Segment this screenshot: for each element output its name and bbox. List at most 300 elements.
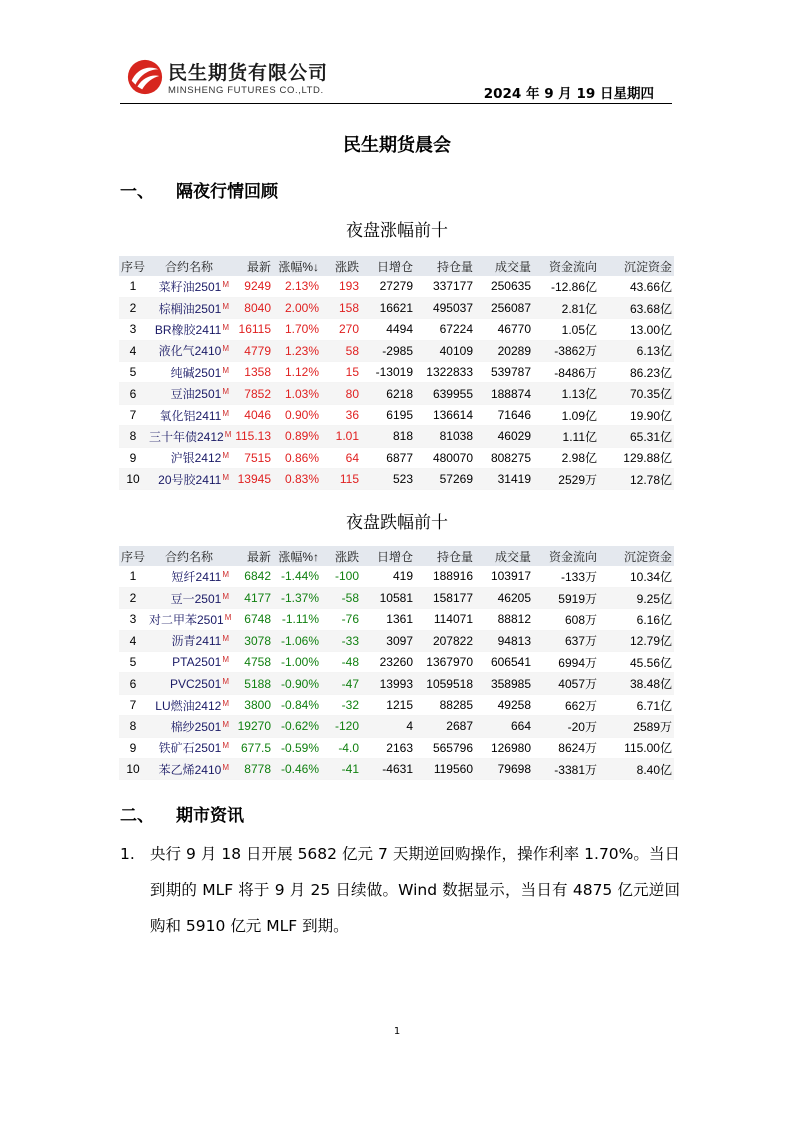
cell-text: 1215: [386, 698, 413, 713]
table-row: [119, 362, 674, 383]
section-title: 隔夜行情回顾: [176, 182, 278, 202]
cell-contract: [147, 716, 231, 737]
column-header-settled-funds: 沉淀资金: [599, 256, 674, 276]
cell-text: 10: [126, 472, 140, 487]
cell-pct: [273, 276, 321, 297]
cell-text: -100: [334, 569, 359, 584]
cell-text: 88812: [497, 612, 531, 627]
cell-text: 13993: [379, 676, 413, 691]
column-header-seq: 序号: [119, 256, 147, 276]
cell-contract: [147, 469, 231, 490]
cell-text: 6195: [386, 408, 413, 423]
cell-text: 9249: [244, 279, 271, 294]
column-header-pct: 涨幅%↑: [273, 546, 321, 566]
cell-volume: [475, 587, 533, 608]
cell-settled-funds: [599, 404, 674, 425]
cell-text: -58: [341, 591, 359, 606]
main-contract-marker: M: [222, 322, 229, 332]
cell-oi-change: [361, 404, 415, 425]
column-header-pct: 涨幅%↓: [273, 256, 321, 276]
column-header-open-interest: 持仓量: [415, 546, 475, 566]
cell-volume: [475, 673, 533, 694]
cell-pct: [273, 759, 321, 780]
column-header-contract: 合约名称: [147, 546, 231, 566]
cell-pct: [273, 297, 321, 318]
cell-text: -0.46%: [280, 762, 319, 777]
cell-oi-change: [361, 652, 415, 673]
cell-oi-change: [361, 319, 415, 340]
cell-open-interest: [415, 716, 475, 737]
cell-oi-change: [361, 673, 415, 694]
column-header-open-interest: 持仓量: [415, 256, 475, 276]
cell-text: 7: [129, 698, 137, 713]
cell-change: [321, 673, 361, 694]
cell-text: 480070: [432, 450, 473, 465]
cell-text: 5: [129, 365, 137, 380]
cell-text: PTA2501: [172, 655, 222, 670]
cell-text: 8: [129, 719, 137, 734]
cell-volume: [475, 652, 533, 673]
cell-pct: [273, 319, 321, 340]
cell-text: 2529万: [558, 472, 597, 487]
cell-text: 短纤2411: [171, 569, 222, 584]
cell-seq: [119, 362, 147, 383]
cell-settled-funds: [599, 630, 674, 651]
cell-seq: [119, 383, 147, 404]
table-row: [119, 276, 674, 297]
cell-fund-flow: [533, 319, 599, 340]
cell-volume: [475, 426, 533, 447]
cell-text: 23260: [379, 655, 413, 670]
cell-text: 12.79亿: [629, 634, 672, 649]
cell-pct: [273, 609, 321, 630]
cell-text: 豆油2501: [170, 387, 222, 402]
cell-text: -12.86亿: [550, 279, 597, 294]
cell-change: [321, 609, 361, 630]
cell-pct: [273, 340, 321, 361]
cell-text: 4057万: [558, 677, 597, 692]
cell-text: 3: [129, 322, 137, 337]
cell-last: [231, 587, 273, 608]
column-header-contract: 合约名称: [147, 256, 231, 276]
main-contract-marker: M: [222, 344, 229, 354]
cell-text: 2163: [386, 740, 413, 755]
main-contract-marker: M: [222, 719, 229, 729]
column-header-volume: 成交量: [475, 546, 533, 566]
main-contract-marker: M: [222, 698, 229, 708]
cell-settled-funds: [599, 652, 674, 673]
cell-text: 256087: [490, 301, 531, 316]
cell-text: 10: [126, 762, 140, 777]
cell-pct: [273, 737, 321, 758]
cell-volume: [475, 716, 533, 737]
cell-open-interest: [415, 362, 475, 383]
cell-text: 64: [345, 450, 359, 465]
cell-text: -3381万: [554, 762, 597, 777]
cell-change: [321, 340, 361, 361]
cell-text: -1.06%: [280, 633, 319, 648]
cell-text: 1322833: [426, 365, 473, 380]
cell-settled-funds: [599, 609, 674, 630]
cell-text: 808275: [490, 450, 531, 465]
cell-text: 0.86%: [284, 450, 319, 465]
main-contract-marker: M: [222, 408, 229, 418]
cell-text: 250635: [490, 279, 531, 294]
cell-text: 1.01: [335, 429, 359, 444]
cell-open-interest: [415, 737, 475, 758]
column-header-oi-change: 日增仓: [361, 256, 415, 276]
cell-text: 67224: [439, 322, 473, 337]
cell-volume: [475, 340, 533, 361]
cell-text: 棕榈油2501: [158, 301, 222, 316]
cell-text: -48: [341, 655, 359, 670]
cell-change: [321, 630, 361, 651]
cell-oi-change: [361, 276, 415, 297]
cell-last: [231, 276, 273, 297]
cell-text: 4: [406, 719, 413, 734]
page-header: [120, 52, 672, 104]
cell-text: 86.23亿: [629, 365, 672, 380]
cell-text: 3800: [244, 698, 271, 713]
cell-text: 539787: [490, 365, 531, 380]
main-contract-marker: M: [224, 612, 232, 622]
cell-text: 5: [129, 655, 137, 670]
cell-settled-funds: [599, 447, 674, 468]
cell-text: 1: [129, 279, 137, 294]
cell-text: 7515: [244, 450, 271, 465]
main-contract-marker: M: [222, 676, 229, 686]
cell-text: 495037: [432, 301, 473, 316]
cell-oi-change: [361, 297, 415, 318]
cell-text: 606541: [490, 655, 531, 670]
cell-volume: [475, 759, 533, 780]
cell-fund-flow: [533, 404, 599, 425]
cell-text: 4177: [244, 591, 271, 606]
cell-contract: [147, 426, 231, 447]
cell-text: 8040: [244, 301, 271, 316]
table-row: [119, 297, 674, 318]
cell-seq: [119, 609, 147, 630]
cell-text: 棉纱2501: [170, 719, 222, 734]
cell-text: 9: [129, 740, 137, 755]
cell-text: 81038: [439, 429, 473, 444]
cell-text: 158: [338, 301, 359, 316]
cell-contract: [147, 673, 231, 694]
cell-fund-flow: [533, 362, 599, 383]
cell-text: 188916: [432, 569, 473, 584]
cell-text: PVC2501: [169, 676, 222, 691]
cell-fund-flow: [533, 447, 599, 468]
cell-contract: [147, 297, 231, 318]
cell-text: 7852: [244, 386, 271, 401]
cell-text: 1.70%: [284, 322, 319, 337]
cell-text: 57269: [439, 472, 473, 487]
cell-oi-change: [361, 716, 415, 737]
cell-seq: [119, 716, 147, 737]
cell-text: 三十年债2412: [149, 429, 224, 444]
cell-seq: [119, 426, 147, 447]
table-row: [119, 673, 674, 694]
cell-seq: [119, 587, 147, 608]
cell-seq: [119, 469, 147, 490]
cell-pct: [273, 716, 321, 737]
cell-oi-change: [361, 340, 415, 361]
cell-text: 2.98亿: [561, 451, 597, 466]
cell-text: 71646: [497, 408, 531, 423]
cell-seq: [119, 694, 147, 715]
cell-text: -32: [341, 698, 359, 713]
cell-last: [231, 426, 273, 447]
cell-last: [231, 404, 273, 425]
cell-text: -1.44%: [280, 569, 319, 584]
cell-open-interest: [415, 566, 475, 587]
cell-pct: [273, 362, 321, 383]
cell-text: 43.66亿: [629, 279, 672, 294]
cell-text: 12.78亿: [629, 472, 672, 487]
cell-text: 19.90亿: [629, 408, 672, 423]
cell-seq: [119, 276, 147, 297]
cell-text: 115: [339, 472, 359, 487]
cell-last: [231, 759, 273, 780]
cell-volume: [475, 630, 533, 651]
company-name-en: MINSHENG FUTURES CO.,LTD.: [168, 85, 324, 96]
cell-contract: [147, 340, 231, 361]
cell-text: 158177: [432, 591, 473, 606]
section-number: 一、: [120, 182, 154, 202]
column-header-last: 最新: [231, 546, 273, 566]
cell-text: -0.62%: [280, 719, 319, 734]
cell-open-interest: [415, 673, 475, 694]
table-row: [119, 759, 674, 780]
table-row: [119, 340, 674, 361]
cell-text: 2.13%: [284, 279, 319, 294]
cell-last: [231, 652, 273, 673]
cell-text: 2687: [446, 719, 473, 734]
cell-text: 2.81亿: [561, 301, 597, 316]
page-number: 1: [393, 1026, 401, 1037]
cell-text: 8: [129, 429, 137, 444]
main-contract-marker: M: [222, 634, 229, 644]
cell-text: 126980: [490, 740, 531, 755]
cell-text: -41: [341, 762, 359, 777]
cell-contract: [147, 694, 231, 715]
cell-oi-change: [361, 630, 415, 651]
cell-last: [231, 340, 273, 361]
cell-change: [321, 694, 361, 715]
cell-text: -120: [334, 719, 359, 734]
cell-text: 136614: [432, 408, 473, 423]
cell-text: 1.05亿: [561, 322, 597, 337]
cell-text: 1.03%: [284, 386, 319, 401]
cell-pct: [273, 652, 321, 673]
cell-text: 677.5: [240, 740, 271, 755]
table-row: [119, 737, 674, 758]
cell-last: [231, 609, 273, 630]
cell-text: -1.37%: [280, 591, 319, 606]
cell-text: 103917: [490, 569, 531, 584]
cell-text: 207822: [432, 633, 473, 648]
cell-oi-change: [361, 566, 415, 587]
table-row: [119, 469, 674, 490]
cell-change: [321, 362, 361, 383]
cell-oi-change: [361, 737, 415, 758]
main-contract-marker: M: [222, 591, 229, 601]
company-name-cn: 民生期货有限公司: [168, 62, 329, 84]
cell-text: 94813: [497, 633, 531, 648]
cell-seq: [119, 737, 147, 758]
cell-text: 1.11亿: [562, 429, 597, 444]
cell-change: [321, 297, 361, 318]
cell-text: 1059518: [426, 676, 473, 691]
cell-settled-funds: [599, 716, 674, 737]
cell-text: 4: [129, 633, 137, 648]
report-date: 2024 年 9 月 19 日星期四: [483, 86, 654, 102]
cell-text: 液化气2410: [158, 344, 222, 359]
cell-fund-flow: [533, 276, 599, 297]
cell-change: [321, 469, 361, 490]
cell-pct: [273, 587, 321, 608]
cell-volume: [475, 609, 533, 630]
cell-text: 3097: [386, 633, 413, 648]
cell-oi-change: [361, 759, 415, 780]
cell-text: 46770: [497, 322, 531, 337]
cell-text: 4779: [244, 343, 271, 358]
cell-text: 188874: [490, 386, 531, 401]
cell-text: -33: [341, 633, 359, 648]
cell-text: 419: [392, 569, 413, 584]
cell-oi-change: [361, 426, 415, 447]
cell-text: 565796: [432, 740, 473, 755]
cell-open-interest: [415, 759, 475, 780]
cell-text: 9: [129, 450, 137, 465]
table-row: [119, 566, 674, 587]
cell-open-interest: [415, 469, 475, 490]
cell-contract: [147, 319, 231, 340]
cell-text: 40109: [439, 343, 473, 358]
column-header-change: 涨跌: [321, 256, 361, 276]
cell-volume: [475, 694, 533, 715]
cell-text: 6748: [244, 612, 271, 627]
cell-text: -4.0: [338, 740, 359, 755]
cell-last: [231, 383, 273, 404]
main-contract-marker: M: [222, 279, 229, 289]
cell-text: 8.40亿: [636, 762, 672, 777]
main-contract-marker: M: [222, 655, 229, 665]
section-heading-overnight: [120, 177, 278, 202]
cell-text: 31419: [497, 472, 531, 487]
column-header-volume: 成交量: [475, 256, 533, 276]
cell-text: 608万: [564, 612, 597, 627]
cell-volume: [475, 469, 533, 490]
cell-seq: [119, 759, 147, 780]
gainers-table: [119, 256, 674, 490]
cell-settled-funds: [599, 297, 674, 318]
cell-text: 2.00%: [284, 301, 319, 316]
cell-text: 4494: [386, 322, 413, 337]
table-row: [119, 652, 674, 673]
cell-text: 4046: [244, 408, 271, 423]
cell-contract: [147, 737, 231, 758]
cell-fund-flow: [533, 673, 599, 694]
cell-change: [321, 737, 361, 758]
table-row: [119, 587, 674, 608]
cell-text: 6994万: [558, 655, 597, 670]
cell-volume: [475, 447, 533, 468]
cell-text: -1.11%: [281, 612, 319, 627]
cell-text: 10.34亿: [629, 569, 672, 584]
cell-change: [321, 652, 361, 673]
cell-text: 豆一2501: [170, 591, 222, 606]
cell-last: [231, 319, 273, 340]
cell-text: 664: [510, 719, 531, 734]
cell-contract: [147, 609, 231, 630]
cell-settled-funds: [599, 673, 674, 694]
cell-text: 662万: [564, 698, 597, 713]
cell-pct: [273, 673, 321, 694]
cell-volume: [475, 404, 533, 425]
cell-contract: [147, 276, 231, 297]
cell-settled-funds: [599, 319, 674, 340]
cell-fund-flow: [533, 566, 599, 587]
main-contract-marker: M: [222, 387, 229, 397]
cell-open-interest: [415, 340, 475, 361]
cell-fund-flow: [533, 609, 599, 630]
cell-open-interest: [415, 630, 475, 651]
cell-text: 80: [345, 386, 359, 401]
cell-fund-flow: [533, 297, 599, 318]
cell-contract: [147, 587, 231, 608]
cell-contract: [147, 447, 231, 468]
cell-open-interest: [415, 587, 475, 608]
cell-text: 818: [392, 429, 413, 444]
cell-settled-funds: [599, 469, 674, 490]
cell-fund-flow: [533, 652, 599, 673]
table-row: [119, 404, 674, 425]
cell-text: 菜籽油2501: [158, 279, 222, 294]
cell-text: 6: [129, 676, 137, 691]
cell-text: 38.48亿: [629, 677, 672, 692]
cell-text: 8778: [244, 762, 271, 777]
cell-text: -3862万: [554, 344, 597, 359]
cell-text: 19270: [237, 719, 271, 734]
cell-text: 0.83%: [284, 472, 319, 487]
cell-text: -0.59%: [280, 740, 319, 755]
cell-last: [231, 716, 273, 737]
cell-open-interest: [415, 426, 475, 447]
cell-text: 6: [129, 386, 137, 401]
cell-volume: [475, 362, 533, 383]
main-contract-marker: M: [222, 451, 229, 461]
main-contract-marker: M: [222, 365, 229, 375]
table-header-row: [119, 256, 674, 276]
cell-change: [321, 404, 361, 425]
cell-last: [231, 737, 273, 758]
cell-text: 3078: [244, 633, 271, 648]
losers-caption: 夜盘跌幅前十: [346, 513, 448, 533]
cell-text: -47: [341, 676, 359, 691]
cell-text: 6.13亿: [636, 344, 672, 359]
column-header-seq: 序号: [119, 546, 147, 566]
cell-seq: [119, 319, 147, 340]
cell-text: 20289: [497, 343, 531, 358]
cell-settled-funds: [599, 694, 674, 715]
cell-text: BR橡胶2411: [154, 322, 222, 337]
cell-text: 27279: [379, 279, 413, 294]
cell-text: 70.35亿: [629, 387, 672, 402]
cell-text: 88285: [439, 698, 473, 713]
cell-contract: [147, 759, 231, 780]
cell-text: 铁矿石2501: [158, 741, 222, 756]
